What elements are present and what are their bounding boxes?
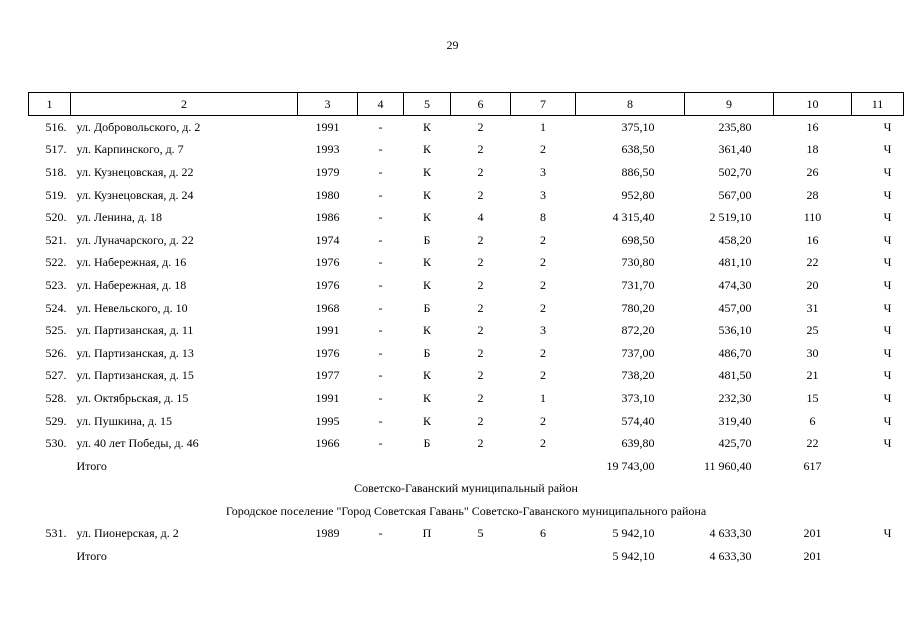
cell-addr: ул. Партизанская, д. 11	[76, 323, 194, 338]
table-row	[29, 365, 904, 388]
page-number: 29	[446, 38, 459, 52]
settlement-title-row	[29, 500, 904, 523]
cell-c9: 319,40	[718, 413, 752, 428]
table-row	[29, 184, 904, 207]
total-c8: 19 743,00	[606, 458, 655, 473]
cell-c9: 457,00	[718, 300, 752, 315]
cell-c11: Ч	[883, 413, 892, 428]
cell-c11: Ч	[883, 300, 892, 315]
housing-register-table	[28, 92, 904, 568]
cell-c7: 3	[540, 323, 546, 338]
table-row	[29, 297, 904, 320]
table-body	[29, 93, 904, 568]
total-c9: 4 633,30	[709, 549, 752, 564]
cell-c4: -	[378, 368, 383, 383]
empty-cell	[298, 545, 358, 568]
cell-c8: 737,00	[621, 345, 655, 360]
cell-c11: Ч	[883, 368, 892, 383]
cell-c9: 361,40	[718, 142, 752, 157]
total-row	[29, 455, 904, 478]
cell-c4: -	[378, 390, 383, 405]
cell-c4: -	[378, 255, 383, 270]
cell-c10: 20	[806, 277, 819, 292]
cell-c8: 952,80	[621, 187, 655, 202]
cell-addr: ул. Кузнецовская, д. 22	[76, 164, 194, 179]
cell-c11: Ч	[883, 210, 892, 225]
cell-c9: 2 519,10	[709, 210, 752, 225]
header-cell: 3	[298, 93, 358, 116]
settlement-title: Городское поселение "Город Советская Гавань" Советско-Гаванского муниципального района	[225, 503, 707, 518]
cell-c6: 2	[477, 277, 484, 292]
header-cell: 7	[511, 93, 576, 116]
cell-c8: 698,50	[621, 232, 655, 247]
total-label: Итого	[76, 458, 107, 473]
cell-year: 1974	[315, 232, 340, 247]
table-row	[29, 116, 904, 139]
empty-cell	[404, 545, 451, 568]
header-cell: 9	[685, 93, 774, 116]
empty-cell	[298, 455, 358, 478]
cell-c11: Ч	[883, 187, 892, 202]
cell-addr: ул. Октябрьская, д. 15	[76, 390, 189, 405]
cell-c9: 235,80	[718, 119, 752, 134]
cell-c11: Ч	[883, 277, 892, 292]
header-cell: 8	[576, 93, 685, 116]
cell-c8: 638,50	[621, 142, 655, 157]
cell-c5: П	[422, 526, 432, 541]
cell-addr: ул. Невельского, д. 10	[76, 300, 188, 315]
cell-n: 518.	[45, 164, 67, 179]
cell-c6: 2	[477, 142, 484, 157]
cell-n: 527.	[45, 368, 67, 383]
cell-c10: 25	[806, 323, 819, 338]
cell-addr: ул. Пушкина, д. 15	[76, 413, 172, 428]
empty-cell	[358, 545, 404, 568]
cell-c8: 731,70	[621, 277, 655, 292]
cell-c8: 872,20	[621, 323, 655, 338]
table-row	[29, 139, 904, 162]
cell-year: 1980	[315, 187, 340, 202]
cell-n: 525.	[45, 323, 67, 338]
cell-c6: 2	[477, 232, 484, 247]
district-title-row	[29, 478, 904, 501]
cell-c10: 26	[806, 164, 819, 179]
cell-addr: ул. Ленина, д. 18	[76, 210, 163, 225]
empty-cell	[29, 455, 71, 478]
cell-c10: 16	[806, 119, 819, 134]
header-cell: 6	[451, 93, 511, 116]
cell-c4: -	[378, 413, 383, 428]
cell-c6: 2	[477, 345, 484, 360]
cell-addr: ул. Набережная, д. 18	[76, 277, 187, 292]
cell-year: 1995	[315, 413, 340, 428]
cell-year: 1976	[315, 345, 340, 360]
cell-c5: Б	[423, 345, 431, 360]
cell-c5: К	[422, 119, 431, 134]
cell-c7: 2	[540, 413, 546, 428]
cell-c11: Ч	[883, 345, 892, 360]
cell-c7: 2	[540, 345, 546, 360]
cell-c9: 474,30	[718, 277, 752, 292]
empty-cell	[358, 455, 404, 478]
cell-c10: 28	[806, 187, 819, 202]
cell-c11: Ч	[883, 119, 892, 134]
cell-c8: 738,20	[621, 368, 655, 383]
cell-c7: 8	[540, 210, 546, 225]
cell-c5: К	[422, 142, 431, 157]
cell-year: 1976	[315, 277, 340, 292]
cell-c8: 4 315,40	[612, 210, 655, 225]
header-cell: 1	[29, 93, 71, 116]
total-c10: 201	[803, 549, 822, 564]
cell-c8: 5 942,10	[612, 526, 655, 541]
cell-c7: 2	[540, 255, 546, 270]
total-c10: 617	[803, 458, 822, 473]
cell-addr: ул. Партизанская, д. 13	[76, 345, 194, 360]
cell-c9: 481,50	[718, 368, 752, 383]
cell-c4: -	[378, 232, 383, 247]
cell-n: 531.	[45, 526, 67, 541]
cell-addr: ул. Кузнецовская, д. 24	[76, 187, 194, 202]
cell-c5: Б	[423, 436, 431, 451]
empty-cell	[404, 455, 451, 478]
empty-cell	[852, 545, 904, 568]
cell-c8: 375,10	[621, 119, 655, 134]
header-cell: 11	[852, 93, 904, 116]
cell-c11: Ч	[883, 526, 892, 541]
table-row	[29, 161, 904, 184]
total-row	[29, 545, 904, 568]
cell-c5: Б	[423, 300, 431, 315]
total-c9: 11 960,40	[703, 458, 752, 473]
cell-c10: 22	[806, 436, 819, 451]
cell-addr: ул. Луначарского, д. 22	[76, 232, 194, 247]
cell-c6: 2	[477, 368, 484, 383]
cell-c6: 2	[477, 390, 484, 405]
cell-c8: 574,40	[621, 413, 655, 428]
cell-c7: 3	[540, 164, 546, 179]
header-cell: 4	[358, 93, 404, 116]
table-row	[29, 252, 904, 275]
table-row	[29, 206, 904, 229]
cell-n: 521.	[45, 232, 67, 247]
header-cell: 5	[404, 93, 451, 116]
cell-c10: 21	[806, 368, 819, 383]
cell-c7: 1	[540, 390, 546, 405]
cell-n: 520.	[45, 210, 67, 225]
cell-c6: 2	[477, 300, 484, 315]
cell-c4: -	[378, 164, 383, 179]
cell-c5: К	[422, 368, 431, 383]
table-row	[29, 342, 904, 365]
header-row	[29, 93, 904, 116]
cell-c8: 373,10	[621, 390, 655, 405]
cell-c4: -	[378, 119, 383, 134]
cell-c9: 536,10	[718, 323, 752, 338]
cell-c10: 6	[809, 413, 816, 428]
cell-year: 1991	[315, 323, 340, 338]
cell-c6: 2	[477, 119, 484, 134]
cell-c9: 425,70	[718, 436, 752, 451]
cell-c9: 458,20	[718, 232, 752, 247]
cell-n: 528.	[45, 390, 67, 405]
district-title: Советско-Гаванский муниципальный район	[354, 481, 578, 496]
cell-year: 1976	[315, 255, 340, 270]
cell-c4: -	[378, 187, 383, 202]
cell-c7: 3	[540, 187, 546, 202]
cell-year: 1979	[315, 164, 340, 179]
cell-c10: 110	[803, 210, 822, 225]
cell-c7: 2	[540, 436, 546, 451]
cell-c11: Ч	[883, 232, 892, 247]
cell-addr: ул. Партизанская, д. 15	[76, 368, 194, 383]
cell-c6: 2	[477, 255, 484, 270]
cell-year: 1991	[315, 119, 340, 134]
cell-c6: 2	[477, 413, 484, 428]
cell-year: 1993	[315, 142, 340, 157]
cell-c6: 2	[477, 187, 484, 202]
table-row	[29, 274, 904, 297]
cell-c11: Ч	[883, 164, 892, 179]
cell-c5: К	[422, 277, 431, 292]
cell-c5: К	[422, 413, 431, 428]
table-row	[29, 410, 904, 433]
cell-c6: 4	[477, 210, 484, 225]
cell-c10: 31	[806, 300, 819, 315]
cell-n: 529.	[45, 413, 67, 428]
cell-c5: К	[422, 255, 431, 270]
cell-c10: 18	[806, 142, 819, 157]
cell-c9: 481,10	[718, 255, 752, 270]
empty-cell	[511, 455, 576, 478]
cell-n: 516.	[45, 119, 67, 134]
cell-c9: 567,00	[718, 187, 752, 202]
cell-c7: 6	[540, 526, 546, 541]
cell-year: 1977	[315, 368, 340, 383]
cell-n: 523.	[45, 277, 67, 292]
cell-addr: ул. Карпинского, д. 7	[76, 142, 184, 157]
cell-c8: 886,50	[621, 164, 655, 179]
cell-c10: 16	[806, 232, 819, 247]
table-row	[29, 229, 904, 252]
cell-c5: К	[422, 323, 431, 338]
cell-addr: ул. Набережная, д. 16	[76, 255, 187, 270]
cell-c11: Ч	[883, 323, 892, 338]
cell-c4: -	[378, 436, 383, 451]
cell-c10: 30	[806, 345, 819, 360]
cell-addr: ул. Добровольского, д. 2	[76, 119, 201, 134]
cell-c7: 2	[540, 300, 546, 315]
table-row	[29, 387, 904, 410]
cell-c8: 639,80	[621, 436, 655, 451]
cell-c10: 201	[803, 526, 822, 541]
cell-c11: Ч	[883, 142, 892, 157]
empty-cell	[29, 545, 71, 568]
cell-year: 1991	[315, 390, 340, 405]
cell-c9: 486,70	[718, 345, 752, 360]
header-cell: 10	[774, 93, 852, 116]
cell-c9: 502,70	[718, 164, 752, 179]
table-row	[29, 523, 904, 546]
total-label: Итого	[76, 549, 107, 564]
cell-c8: 730,80	[621, 255, 655, 270]
cell-c4: -	[378, 345, 383, 360]
empty-cell	[451, 455, 511, 478]
cell-year: 1989	[315, 526, 340, 541]
cell-c11: Ч	[883, 255, 892, 270]
cell-c4: -	[378, 526, 383, 541]
cell-c5: К	[422, 187, 431, 202]
cell-year: 1986	[315, 210, 340, 225]
cell-n: 530.	[45, 436, 67, 451]
cell-c5: К	[422, 164, 431, 179]
cell-c7: 1	[540, 119, 546, 134]
cell-c4: -	[378, 277, 383, 292]
cell-n: 524.	[45, 300, 67, 315]
cell-c9: 4 633,30	[709, 526, 752, 541]
cell-c7: 2	[540, 232, 546, 247]
table-row	[29, 319, 904, 342]
cell-c7: 2	[540, 277, 546, 292]
cell-n: 526.	[45, 345, 67, 360]
cell-c4: -	[378, 210, 383, 225]
cell-c7: 2	[540, 368, 546, 383]
cell-c4: -	[378, 323, 383, 338]
cell-c6: 2	[477, 164, 484, 179]
cell-c10: 22	[806, 255, 819, 270]
cell-n: 519.	[45, 187, 67, 202]
cell-c5: Б	[423, 232, 431, 247]
cell-c11: Ч	[883, 390, 892, 405]
cell-addr: ул. 40 лет Победы, д. 46	[76, 436, 199, 451]
cell-year: 1966	[315, 436, 340, 451]
cell-n: 522.	[45, 255, 67, 270]
cell-c10: 15	[806, 390, 819, 405]
empty-cell	[852, 455, 904, 478]
cell-c6: 5	[477, 526, 484, 541]
cell-year: 1968	[315, 300, 340, 315]
table-row	[29, 432, 904, 455]
cell-addr: ул. Пионерская, д. 2	[76, 526, 179, 541]
cell-c11: Ч	[883, 436, 892, 451]
cell-c5: К	[422, 210, 431, 225]
cell-c4: -	[378, 300, 383, 315]
cell-c6: 2	[477, 323, 484, 338]
header-cell: 2	[71, 93, 298, 116]
cell-c4: -	[378, 142, 383, 157]
cell-c8: 780,20	[621, 300, 655, 315]
cell-c9: 232,30	[718, 390, 752, 405]
cell-c5: К	[422, 390, 431, 405]
empty-cell	[451, 545, 511, 568]
cell-c6: 2	[477, 436, 484, 451]
total-c8: 5 942,10	[612, 549, 655, 564]
cell-n: 517.	[45, 142, 67, 157]
empty-cell	[511, 545, 576, 568]
cell-c7: 2	[540, 142, 546, 157]
